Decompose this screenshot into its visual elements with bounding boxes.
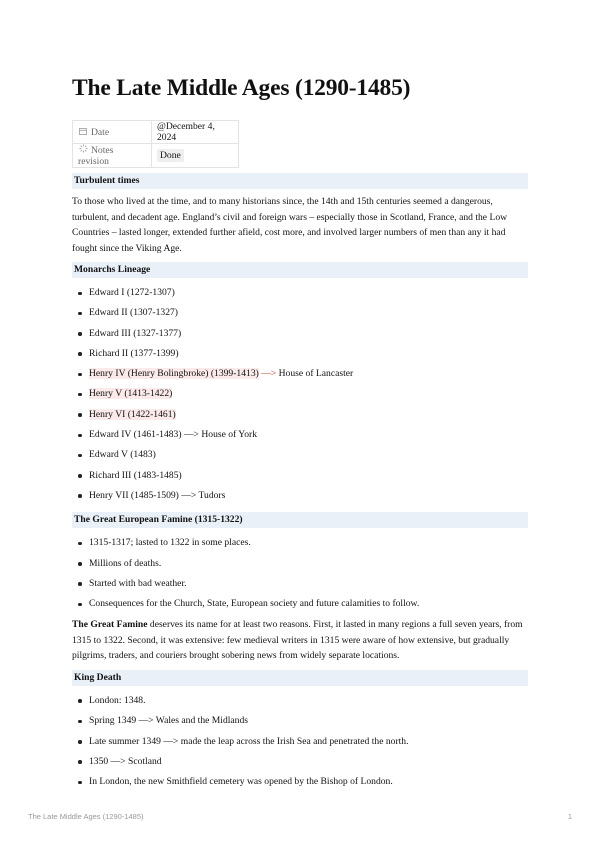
highlighted-text: Henry V (1413-1422)	[89, 388, 173, 400]
list-item: Richard II (1377-1399)	[89, 344, 528, 364]
great-famine-bold: The Great Famine	[72, 619, 148, 631]
document-page	[72, 70, 528, 792]
list-item: Edward IV (1461-1483) —> House of York	[89, 425, 528, 445]
list-item: Edward III (1327-1377)	[89, 324, 528, 344]
list-item: Started with bad weather.	[89, 574, 528, 594]
list-item: Edward II (1307-1327)	[89, 303, 528, 323]
property-row-notes-revision[interactable]	[73, 144, 239, 168]
highlighted-text: Henry IV (Henry Bolingbroke) (1399-1413)	[89, 368, 259, 380]
list-item	[89, 405, 528, 425]
list-item: London: 1348.	[89, 691, 528, 711]
page-number: 1	[567, 812, 572, 821]
great-famine-paragraph	[72, 617, 528, 664]
list-item: Spring 1349 —> Wales and the Midlands	[89, 711, 528, 731]
footer-title: The Late Middle Ages (1290-1485)	[28, 812, 144, 821]
page-footer	[28, 812, 572, 821]
section-heading-king-death: King Death	[72, 670, 528, 686]
list-item: Richard III (1483-1485)	[89, 466, 528, 486]
list-item	[89, 384, 528, 404]
property-key	[73, 121, 152, 144]
list-item: Henry VII (1485-1509) —> Tudors	[89, 486, 528, 506]
properties-table	[72, 120, 239, 168]
great-famine-text: deserves its name for at least two reasons. First, it lasted in many regions a full seven years, from 1315 to 1322. Second, it was extensive: few medieval writers in 1315 were aware of how extensive, but gradually pilgrims, traders, and couriers brought sobering news from widely separate locations.	[72, 619, 523, 662]
property-key	[73, 144, 152, 168]
highlighted-text: Henry VI (1422-1461)	[89, 408, 176, 420]
property-value	[152, 144, 239, 168]
loader-icon	[78, 144, 88, 155]
section-heading-monarchs-lineage: Monarchs Lineage	[72, 262, 528, 278]
list-item: Consequences for the Church, State, European society and future calamities to follow.	[89, 594, 528, 614]
page-title: The Late Middle Ages (1290-1485)	[72, 75, 411, 101]
list-item: 1350 —> Scotland	[89, 752, 528, 772]
list-item: Millions of deaths.	[89, 554, 528, 574]
list-item: Edward I (1272-1307)	[89, 283, 528, 303]
property-key-label: Date	[91, 126, 110, 138]
list-item: Edward V (1483)	[89, 445, 528, 465]
list-item	[89, 364, 528, 384]
section-heading-turbulent-times: Turbulent times	[72, 173, 528, 189]
king-death-list	[72, 691, 528, 792]
calendar-icon	[78, 127, 88, 137]
property-key-label: Notes revision	[78, 145, 114, 167]
list-item: Late summer 1349 —> made the leap across the Irish Sea and penetrated the north.	[89, 732, 528, 752]
arrow-text: —>	[258, 368, 279, 380]
section-heading-great-famine: The Great European Famine (1315-1322)	[72, 512, 528, 528]
list-item: 1315-1317; lasted to 1322 in some places.	[89, 533, 528, 553]
status-tag: Done	[157, 149, 184, 162]
property-row-date[interactable]	[73, 121, 239, 144]
list-item-text: House of Lancaster	[278, 368, 354, 380]
list-item: In London, the new Smithfield cemetery was opened by the Bishop of London.	[89, 772, 528, 792]
property-value: @December 4, 2024	[152, 121, 239, 144]
famine-list	[72, 533, 528, 614]
monarchs-list	[72, 283, 528, 506]
turbulent-times-paragraph: To those who lived at the time, and to many historians since, the 14th and 15th centuries seemed a dangerous, turbulent, and decadent age. England’s civil and foreign wars – especially those in Scotland, France, and the Low Countries – lasted longer, extended further afield, cost more, and involved larger numbers of men than any it had fought since the Viking Age.	[72, 196, 508, 254]
